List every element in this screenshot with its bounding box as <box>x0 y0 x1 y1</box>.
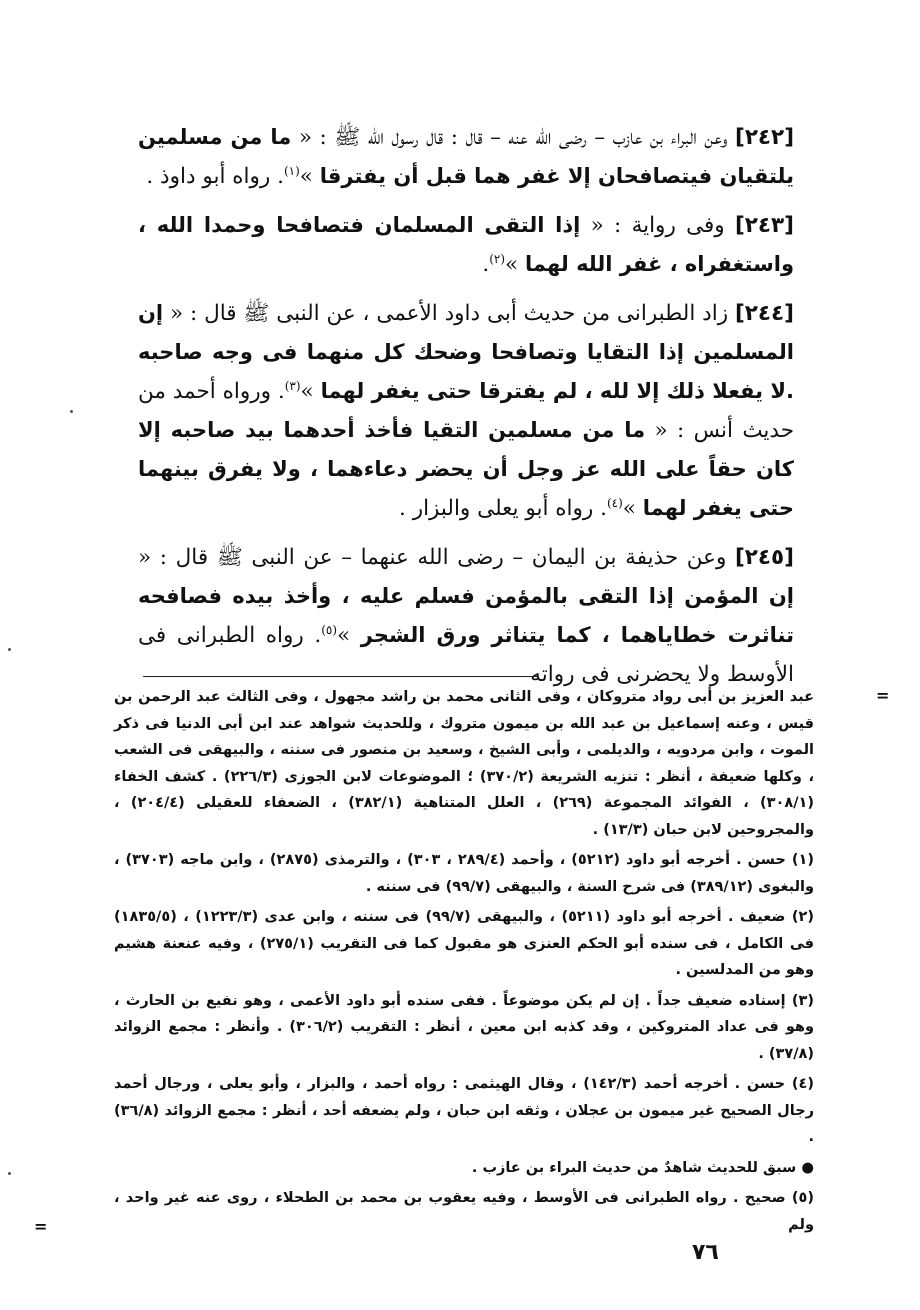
hadith-number: [٢٤٣] <box>734 213 794 238</box>
footnote: عبد العزيز بن أبى رواد متروكان ، وفى الثانى محمد بن راشد مجهول ، وفى الثالث عبد الرحمن بن قيس ، وعنه إسماعيل بن عبد الله بن ميمون متروك ، وللحديث شواهد عند ابن أبى الدنيا فى ذكر الموت ، وابن مردويه ، والديلمى ، وأبى الشيخ ، وسعيد بن منصور فى سننه ، والبيهقى فى الشعب ، وكلها ضعيفة ، أنظر : تنزيه الشريعة (٣٧٠/٢) ؛ الموضوعات لابن الجوزى (٢٢٦/٣) . كشف الخفاء (٣٠٨/١) ، الفوائد المجموعة (٢٦٩) ، العلل المتناهية (٣٨٢/١) ، الضعفاء للعقيلى (٢٠٤/٤) ، والمجروحين لابن حبان (١٣/٣) . <box>114 689 814 838</box>
scan-speck <box>8 648 11 651</box>
hadith-text: ما من مسلمين التقيا فأخذ أحدهما بيد صاحبه إلا كان حقاً على الله عز وجل أن يحضر دعاءهما ، ولا يفرق بينهما حتى يغفر لهما <box>138 418 794 520</box>
continuation-mark-top: = <box>876 686 890 705</box>
narration-text: » <box>300 379 321 404</box>
footnote-ref: (٢) <box>489 251 506 266</box>
hadith-text: إن المؤمن إذا التقى بالمؤمن فسلم عليه ، وأخذ بيده فصافحه تناثرت خطاياهما ، كما يتناثر ورق الشجر <box>138 584 794 647</box>
footnote: (٤) حسن . أخرجه أحمد (١٤٢/٣) ، وقال الهيثمى : رواه أحمد ، والبزار ، وأبو يعلى ، ورجال أحمد رجال الصحيح غير ميمون بن عجلان ، وثقه ابن حبان ، ولم يضعفه أحد ، أنظر : مجمع الزوائد (٣٦/٨) . <box>114 1076 814 1145</box>
hadith-number: [٢٤٤] <box>734 301 794 326</box>
narration-text: . <box>482 252 490 277</box>
continuation-mark-bottom: = <box>34 1217 48 1236</box>
footnote-ref: (٥) <box>321 622 338 637</box>
hadith-text: إن المسلمين إذا التقايا وتصافحا وضحك كل منهما فى وجه صاحبه .لا يفعلا ذلك إلا لله ، لم يفترقا حتى يغفر لهما <box>138 301 794 403</box>
narration-text: وفى رواية : « <box>580 213 735 238</box>
footnote: (٢) ضعيف . أخرجه أبو داود (٥٢١١) ، والبيهقى (٩٩/٧) فى سننه ، وابن عدى (١٢٢٣/٣) ، (١٨٣٥/٥) فى الكامل ، فى سنده أبو الحكم العنزى هو مقبول كما فى التقريب (٢٧٥/١) ، وفيه عنعنة هشيم وهو من المدلسين . <box>114 909 814 978</box>
footnote-ref: (٤) <box>606 495 623 510</box>
footnote-ref: (١) <box>283 163 300 178</box>
narration-text: . رواه الطبرانى فى الأوسط ولا يحضرنى فى رواته <box>138 623 794 687</box>
narration-text: زاد الطبرانى من حديث أبى داود الأعمى ، عن النبى ﷺ قال : « <box>163 301 735 326</box>
narration-text: » <box>505 252 526 277</box>
scan-speck <box>70 410 73 413</box>
footnote: ● سبق للحديث شاهدٌ من حديث البراء بن عازب . <box>471 1159 814 1176</box>
footnote: (٣) إسناده ضعيف جداً . إن لم يكن موضوعاً . ففى سنده أبو داود الأعمى ، وهو نفيع بن الحارث ، وهو فى عداد المتروكين ، وقد كذبه ابن معين ، أنظر : التقريب (٣٠٦/٢) . وأنظر : مجمع الزوائد (٣٧/٨) . <box>114 992 814 1062</box>
footnote-ref: (٣) <box>284 378 301 393</box>
footnote: (٥) صحيح . رواه الطبرانى فى الأوسط ، وفيه يعقوب بن محمد بن الطحلاء ، روى عنه غير واحد ، ولم <box>114 1190 814 1233</box>
narration-text: وعن البراء بن عازب – رضى الله عنه – قال : قال رسول الله ﷺ : « <box>291 125 735 150</box>
scan-speck <box>8 1172 11 1175</box>
footnotes <box>114 684 814 1242</box>
hadith-paragraph <box>138 294 794 528</box>
hadith-text: ما من مسلمين يلتقيان فيتصافحان إلا غفر هما قبل أن يفترقا <box>138 125 794 188</box>
page-number: ٧٦ <box>692 1240 719 1265</box>
narration-text: » <box>337 623 361 648</box>
hadith-paragraph <box>138 538 794 694</box>
narration-text: . رواه أبو يعلى والبزار . <box>399 496 607 521</box>
hadith-text: إذا التقى المسلمان فتصافحا وحمدا الله ، واستغفراه ، غفر الله لهما <box>138 213 794 276</box>
narration-text: » <box>622 496 643 521</box>
main-text <box>138 118 794 704</box>
hadith-paragraph <box>138 206 794 284</box>
hadith-number: [٢٤٢] <box>734 125 795 150</box>
hadith-paragraph <box>138 118 794 196</box>
footnote: (١) حسن . أخرجه أبو داود (٥٢١٢) ، وأحمد (٢٨٩/٤ ، ٣٠٣) ، والترمذى (٢٨٧٥) ، وابن ماجه (٣٧٠٣) ، والبغوى (٣٨٩/١٢) فى شرح السنة ، والبيهقى (٩٩/٧) فى سننه . <box>114 852 814 895</box>
hadith-number: [٢٤٥] <box>734 545 794 570</box>
narration-text: » <box>299 164 320 189</box>
footnote-divider <box>143 676 538 677</box>
narration-text: وعن حذيفة بن اليمان – رضى الله عنهما – عن النبى ﷺ قال : « <box>138 545 735 570</box>
narration-text: . ورواه أحمد من حديث أنس : « <box>138 379 794 443</box>
narration-text: . رواه أبو داوذ . <box>146 164 284 189</box>
